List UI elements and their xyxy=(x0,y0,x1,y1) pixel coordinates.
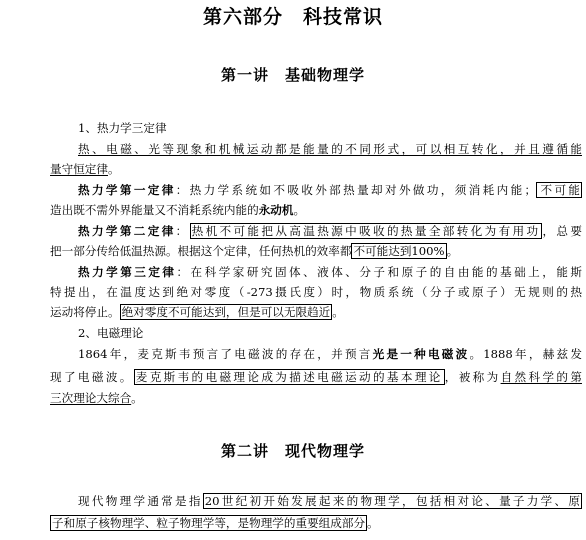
law3-text-2: 特提出，在温度达到绝对零度（-273摄氏度）时，物质系统（分子或原子）无规则的热 xyxy=(50,285,582,299)
em-line-3 xyxy=(50,388,582,408)
law3-end: 。 xyxy=(332,305,344,319)
law2-boxed-1: 热机不可能把从高温热源中吸收的热量全部转化为有用功 xyxy=(191,224,541,238)
law3-line-3 xyxy=(50,302,582,322)
law2-line-2 xyxy=(50,241,582,261)
em-line-1 xyxy=(78,344,582,364)
modern-boxed-2: 子和原子核物理学、粒子物理学等，是物理学的重要组成部分 xyxy=(52,516,366,530)
law3-text-3: 运动将停止。 xyxy=(50,305,120,319)
law3-text-1: ：在科学家研究固体、液体、分子和原子的自由能的基础上，能斯 xyxy=(176,265,582,279)
law2-text-end-1: ，总要 xyxy=(542,224,582,238)
em-boxed: 麦克斯韦的电磁理论成为描述电磁运动的基本理论 xyxy=(135,370,443,384)
part-title: 第六部分 科技常识 xyxy=(202,6,383,28)
em-line-2 xyxy=(50,367,582,387)
modern-end: 。 xyxy=(367,516,379,530)
em-text-1a: 1864年，麦克斯韦预言了电磁波的存在，并预言 xyxy=(78,347,373,361)
law3-boxed: 绝对零度不可能达到，但是可以无限趋近 xyxy=(121,305,331,319)
intro-underlined-2: 量守恒定律 xyxy=(50,162,108,176)
law2-label: 热力学第二定律 xyxy=(78,224,176,238)
em-underlined-1: 自然科学的第 xyxy=(500,370,582,384)
law1-bold: 永动机 xyxy=(258,203,294,217)
em-text-2a: 现了电磁波。 xyxy=(50,370,134,384)
em-end: 。 xyxy=(131,391,143,405)
lecture-2-heading: 第二讲 现代物理学 xyxy=(220,442,365,460)
em-text-1b: 。1888年，赫兹发 xyxy=(469,347,582,361)
law1-boxed: 不可能 xyxy=(538,183,580,197)
intro-line-2 xyxy=(50,159,582,179)
modern-line-1 xyxy=(78,491,582,511)
section-1-title: 1、热力学三定律 xyxy=(78,121,167,135)
law1-text-1: ：热力学系统如不吸收外部热量却对外做功，须消耗内能； xyxy=(175,183,537,197)
law2-text-2: 把一部分传给低温热源。根据这个定律，任何热机的效率都 xyxy=(50,244,352,258)
em-bold: 光是一种电磁波 xyxy=(372,347,470,361)
law1-label: 热力学第一定律 xyxy=(78,183,176,197)
law2-end: 。 xyxy=(446,244,459,258)
intro-underlined-1: 热、电磁、光等现象和机械运动都是能量的不同形式，可以相互转化，并且遵循能 xyxy=(78,142,582,156)
law1-text-2: 造出既不需外界能量又不消耗系统内能的 xyxy=(50,203,259,217)
law3-line-2 xyxy=(50,282,582,302)
law3-label: 热力学第三定律 xyxy=(78,265,177,279)
modern-line-2 xyxy=(50,513,582,533)
em-underlined-2: 三次理论大综合 xyxy=(50,391,132,405)
law3-line-1 xyxy=(78,262,582,282)
law2-colon: ： xyxy=(175,224,190,238)
law2-boxed-2: 不可能达到100% xyxy=(353,244,445,258)
intro-line-1 xyxy=(78,139,582,159)
section-2-title: 2、电磁理论 xyxy=(78,326,144,340)
law1-line-2 xyxy=(50,200,582,220)
modern-text-1a: 现代物理学通常是指 xyxy=(78,494,203,508)
law2-line-1 xyxy=(78,221,582,241)
law1-line-1 xyxy=(78,180,582,200)
law1-end: 。 xyxy=(293,203,306,217)
em-text-2b: ，被称为 xyxy=(444,370,501,384)
modern-boxed-1: 20世纪初开始发展起来的物理学，包括相对论、量子力学、原 xyxy=(204,494,580,508)
lecture-1-heading: 第一讲 基础物理学 xyxy=(220,66,365,84)
intro-end: 。 xyxy=(107,162,120,176)
